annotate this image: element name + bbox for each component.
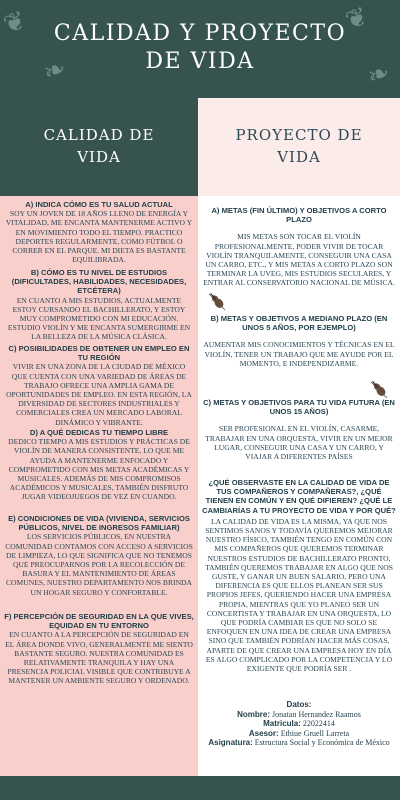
title-line-1: CALIDAD Y PROYECTO xyxy=(53,21,347,46)
right-header-line-2: VIDA xyxy=(277,148,321,166)
right-section-b xyxy=(202,314,396,368)
section-heading: ¿QUÉ OBSERVASTE EN LA CALIDAD DE VIDA DE TUS COMPAÑEROS Y COMPAÑERAS?, ¿QUÉ TIENEN EN COMÚN Y EN QUÉ DIFIEREN? ¿QUÉ LE CAMBIARÍAS A TU PROYECTO DE VIDA Y POR QUÉ? xyxy=(202,478,396,515)
leaf-icon: ❦ xyxy=(0,5,31,41)
section-body: LA CALIDAD DE VIDA ES LA MISMA, YA QUE NOS SENTIMOS SANOS Y TODAVÍA QUEREMOS MEJORAR NUESTRO FÍSICO, TAMBIÉN TENGO EN COMÚN CON MIS COMPAÑEROS QUE QUEREMOS TERMINAR NUESTROS ESTUDIOS DE BACHILLERATO PRONTO, TAMBIÉN QUEREMOS TRABAJAR EN ALGO QUE NOS GUSTE, Y GANAR UN BUEN SALARIO, PERO UNA DIFERENCIA ES QUE ELLOS PLANEAN SER SUS PROPIOS JEFES, QUERIENDO HACER UNA EMPRESA PROPIA, MIENTRAS QUE YO PLANEO SER UN CONCERTISTA Y TRABAJAR EN UNA ORQUESTA, LO QUE PODRÍA CAMBIAR ES QUE NO SOLO SE ENFOQUEN EN UNA IDEA DE CREAR UNA EMPRESA SINO QUE TAMBIÉN PODRÍAN HACER MÁS COSAS, APARTE DE QUE CREAR UNA EMPRESA HOY EN DÍA ES ALGO COMPLICADO POR LA COMPETENCIA Y LO EXIGENTE QUE PODRÍA SER . xyxy=(205,516,393,674)
section-body: LOS SERVICIOS PÚBLICOS, EN NUESTRA COMUNIDAD CONTAMOS CON ACCESO A SERVICIOS DE LIMPIEZA, LO QUE SIGNIFICA QUE NO TENEMOS QUE PREOCUPARNOS POR LA RECOLECCIÓN DE BASURA Y EL MANTENIMIENTO DE ÁREAS COMUNES, NUESTRO DEPARTAMENTO NOS BRINDA UN HOGAR SEGURO Y CONFORTABLE. xyxy=(5,532,193,597)
left-section-d xyxy=(4,428,194,502)
data-asignatura xyxy=(198,738,400,748)
right-section-d xyxy=(202,478,396,673)
violin-icon xyxy=(368,378,390,400)
violin-icon xyxy=(206,290,228,312)
section-heading: B) CÓMO ES TU NIVEL DE ESTUDIOS (DIFICULTADES, HABILIDADES, NECESIDADES, ETCÉTERA) xyxy=(11,268,187,296)
left-header-title xyxy=(0,124,198,168)
section-body: EN CUANTO A LA PERCEPCIÓN DE SEGURIDAD EN EL ÁREA DONDE VIVO, GENERALMENTE ME SIENTO BASTANTE SEGURO. NUESTRA COMUNIDAD ES RELATIVAMENTE TRANQUILA Y HAY UNA PRESENCIA POLICIAL VISIBLE QUE CONTRIBUYE A MANTENER UN AMBIENTE SEGURO Y ORDENADO. xyxy=(5,630,193,686)
left-section-b xyxy=(4,268,194,342)
matricula-label: Matricula: xyxy=(263,719,301,729)
title-line-2: DE VIDA xyxy=(145,49,255,74)
leaf-icon: ❧ xyxy=(363,57,395,93)
student-data xyxy=(198,700,400,748)
section-heading: D) A QUÉ DEDICAS TU TIEMPO LIBRE xyxy=(29,428,169,437)
right-column-header xyxy=(198,98,400,196)
section-body: DEDICO TIEMPO A MIS ESTUDIOS Y PRÁCTICAS DE VIOLÍN DE MANERA CONSISTENTE, LO QUE ME AYUDA A MANTENERME ENFOCADO Y COMPROMETIDO CON MIS METAS ACADÉMICAS Y MUSICALES. ADEMÁS DE MIS COMPROMISOS ACADÉMICOS Y MUSICALES, TAMBIÉN DISFRUTO JUGAR VIDEOJUEGOS DE VEZ EN CUANDO. xyxy=(8,437,190,502)
section-body: SER PROFESIONAL EN EL VIOLÍN, CASARME, TRABAJAR EN UNA ORQUESTA, VIVIR EN UN MEJOR LUGAR, CONSEGUIR UNA CASA Y UN CARRO, Y VIAJAR A DIFERENTES PAÍSES xyxy=(205,424,393,462)
left-header-line-2: VIDA xyxy=(77,148,121,166)
section-heading: A) METAS (FIN ÚLTIMO) Y OBJETIVOS A CORTO PLAZO xyxy=(211,206,387,225)
left-section-c xyxy=(4,344,194,427)
left-section-a xyxy=(4,200,194,264)
right-header-line-1: PROYECTO DE xyxy=(235,126,363,144)
asesor-label: Asesor: xyxy=(248,728,279,738)
left-header-line-1: CALIDAD DE xyxy=(43,126,155,144)
right-section-a xyxy=(202,206,396,288)
left-section-f xyxy=(4,612,194,686)
leaf-icon: ❦ xyxy=(341,1,373,37)
section-body: MIS METAS SON TOCAR EL VIOLÍN PROFESIONALMENTE, PODER VIVIR DE TOCAR VIOLÍN TRANQUILAMENTE, CONSEGUIR UNA CASA UN CARRO, ETC., Y MIS METAS A CORTO PLAZO SON TERMINAR LA UVEG, MIS ESTUDIOS SECULARES, Y ENTRAR AL CONSERVATORIO NACIONAL DE MÚSICA. xyxy=(203,232,395,288)
left-column-header xyxy=(0,98,198,196)
data-asesor xyxy=(198,729,400,739)
page-title xyxy=(30,20,370,76)
section-body: SOY UN JOVEN DE 18 AÑOS LLENO DE ENERGÍA Y VITALIDAD, ME ENCANTA MANTENERME ACTIVO Y EN MOVIMIENTO TODO EL TIEMPO. PRACTICO DEPORTES REGULARMENTE, COMO FÚTBOL O CORRER EN EL PARQUE. MI DIETA ES BASTANTE EQUILIBRADA. xyxy=(5,209,193,265)
bottom-bar xyxy=(0,776,400,800)
asesor-value: Ethiue Gruell Larreta xyxy=(280,728,350,738)
right-header-title xyxy=(198,124,400,168)
section-body: EN CUANTO A MIS ESTUDIOS, ACTUALMENTE ESTOY CURSANDO EL BACHILLERATO, Y ESTOY MUY COMPROMETIDO CON MI EDUCACIÓN. ESTUDIO VIOLÍN Y ME ENCANTA SUMERGIRME EN LA BELLEZA DE LA MÚSICA CLÁSICA. xyxy=(7,295,191,342)
section-heading: A) INDICA CÓMO ES TU SALUD ACTUAL xyxy=(25,200,173,209)
matricula-value: 22022414 xyxy=(302,719,335,729)
nombre-value: Jonatan Hernandez Raamos xyxy=(272,709,361,719)
leaf-icon: ❧ xyxy=(39,53,71,89)
data-nombre xyxy=(198,710,400,720)
section-heading: F) PERCEPCIÓN DE SEGURIDAD EN LA QUE VIVES, EQUIDAD EN TU ENTORNO xyxy=(4,612,194,631)
asignatura-value: Estructura Social y Económica de México xyxy=(254,738,390,748)
right-section-c xyxy=(202,398,396,461)
data-matricula xyxy=(198,719,400,729)
section-heading: E) CONDICIONES DE VIDA (VIVIENDA, SERVICIOS PÚBLICOS, NIVEL DE INGRESOS FAMILIAR) xyxy=(8,514,190,533)
left-section-e xyxy=(4,514,194,597)
data-heading: Datos: xyxy=(286,700,312,709)
nombre-label: Nombre: xyxy=(237,709,271,719)
section-body: AUMENTAR MIS CONOCIMIENTOS Y TÉCNICAS EN EL VIOLÍN, TENER UN TRABAJO QUE ME AYUDE POR EL MOMENTO, E INDEPENDIZARME. xyxy=(203,340,395,368)
section-heading: B) METAS Y OBJETIVOS A MEDIANO PLAZO (EN UNOS 5 AÑOS, POR EJEMPLO) xyxy=(210,314,388,333)
title-banner xyxy=(0,0,400,98)
asignatura-label: Asignatura: xyxy=(208,738,253,748)
section-body: VIVIR EN UNA ZONA DE LA CIUDAD DE MÉXICO QUE CUENTA CON UNA VARIEDAD DE ÁREAS DE TRABAJO OFRECE UNA AMPLIA GAMA DE OPORTUNIDADES DE EMPLEO. EN ESTA REGIÓN, LA DIVERSIDAD DE SECTORES INDUSTRIALES Y COMERCIALES CREA UN MERCADO LABORAL DINÁMICO Y VIBRANTE. xyxy=(6,362,192,427)
section-heading: C) METAS Y OBJETIVOS PARA TU VIDA FUTURA (EN UNOS 15 AÑOS) xyxy=(203,398,395,417)
section-heading: C) POSIBILIDADES DE OBTENER UN EMPLEO EN TU REGIÓN xyxy=(8,344,190,363)
